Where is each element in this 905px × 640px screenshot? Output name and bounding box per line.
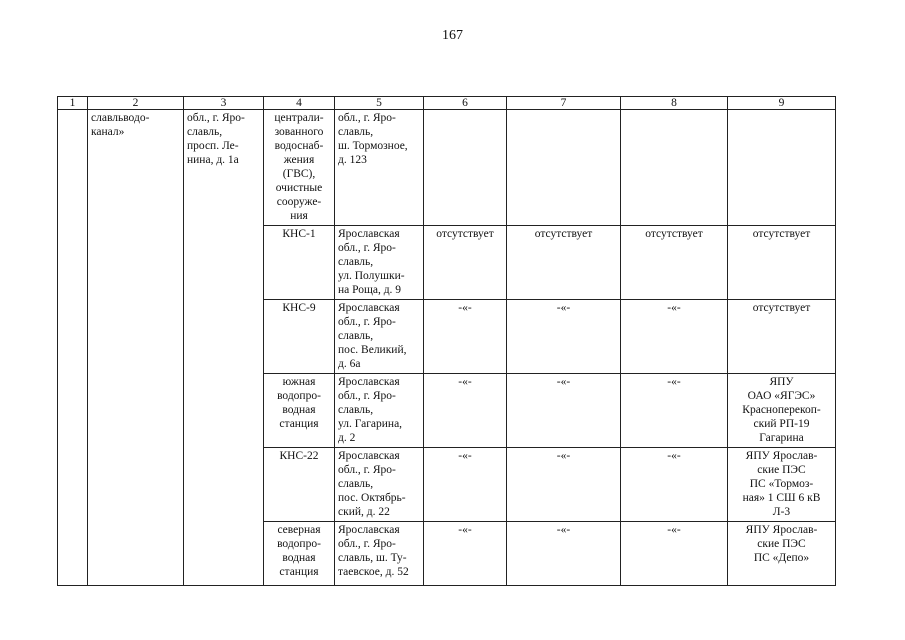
cell-col8: -«- [621,448,728,522]
cell-col7 [507,110,621,226]
cell-col8: -«- [621,522,728,586]
header-cell-2: 2 [88,97,184,110]
table-row [58,110,836,226]
cell-facility: КНС-22 [264,448,335,522]
header-row [58,97,836,110]
cell-col7: -«- [507,300,621,374]
cell-power-source: ЯПУ Ярослав- ские ПЭС ПС «Депо» [728,522,836,586]
cell-col8: отсутствует [621,226,728,300]
cell-facility: южная водопро- водная станция [264,374,335,448]
header-cell-3: 3 [184,97,264,110]
cell-col8 [621,110,728,226]
cell-col6: -«- [424,448,507,522]
cell-col6: отсутствует [424,226,507,300]
header-cell-1: 1 [58,97,88,110]
cell-power-source: отсутствует [728,300,836,374]
cell-power-source: ЯПУ Ярослав- ские ПЭС ПС «Тормоз- ная» 1 СШ 6 кВ Л-3 [728,448,836,522]
cell-col8: -«- [621,374,728,448]
cell-organization-address: обл., г. Яро- славль, просп. Ле- нина, д. 1а [184,110,264,586]
cell-col7: -«- [507,448,621,522]
cell-facility-address: Ярославская обл., г. Яро- славль, ул. Гагарина, д. 2 [335,374,424,448]
cell-power-source: отсутствует [728,226,836,300]
cell-col6: -«- [424,300,507,374]
cell-organization: славльводо- канал» [88,110,184,586]
cell-col6 [424,110,507,226]
header-cell-8: 8 [621,97,728,110]
cell-power-source: ЯПУ ОАО «ЯГЭС» Красноперекоп- ский РП-19 Гагарина [728,374,836,448]
cell-facility: северная водопро- водная станция [264,522,335,586]
header-cell-4: 4 [264,97,335,110]
cell-col7: -«- [507,522,621,586]
cell-facility-address: обл., г. Яро- славль, ш. Тормозное, д. 123 [335,110,424,226]
cell-facility-address: Ярославская обл., г. Яро- славль, пос. Октябрь- ский, д. 22 [335,448,424,522]
facilities-table [57,96,836,586]
cell-power-source [728,110,836,226]
cell-col6: -«- [424,522,507,586]
cell-col8: -«- [621,300,728,374]
header-cell-5: 5 [335,97,424,110]
page-number: 167 [442,28,463,43]
cell-facility: централи- зованного водоснаб- жения (ГВС), очистные сооруже- ния [264,110,335,226]
cell-col7: -«- [507,374,621,448]
header-cell-9: 9 [728,97,836,110]
cell-col6: -«- [424,374,507,448]
cell-col7: отсутствует [507,226,621,300]
cell-facility-address: Ярославская обл., г. Яро- славль, ул. Полушки- на Роща, д. 9 [335,226,424,300]
header-cell-6: 6 [424,97,507,110]
cell-facility-address: Ярославская обл., г. Яро- славль, ш. Ту- таевское, д. 52 [335,522,424,586]
cell-facility: КНС-1 [264,226,335,300]
cell-number [58,110,88,586]
header-cell-7: 7 [507,97,621,110]
cell-facility: КНС-9 [264,300,335,374]
cell-facility-address: Ярославская обл., г. Яро- славль, пос. Великий, д. 6а [335,300,424,374]
